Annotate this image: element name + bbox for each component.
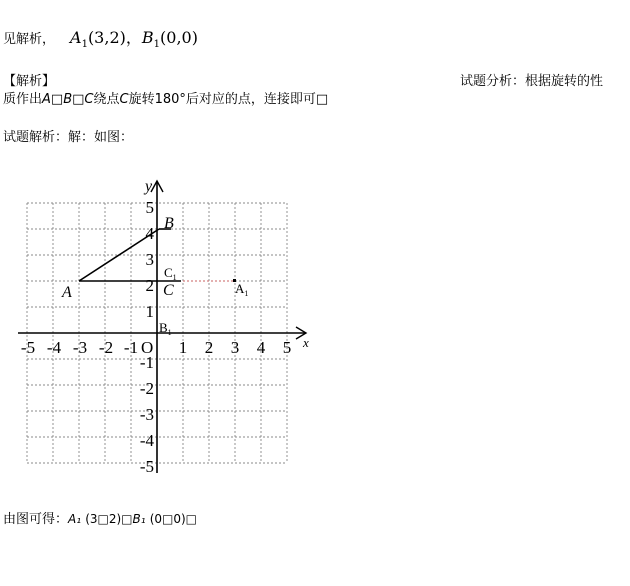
point-b1-sub: 1 [167,328,172,337]
analysis-prefix: 质作出 [3,92,43,107]
point-c1-label [164,265,177,282]
y-tick-label: 4 [145,224,154,243]
y-tick-label: 2 [145,276,154,295]
y-axis-label: y [145,178,153,195]
analysis-point-c: C [119,92,129,107]
x-tick-label: -1 [123,338,139,357]
x-tick-label: 5 [282,338,292,357]
x-tick-label: 1 [178,338,188,357]
x-axis-label: x [303,335,309,350]
y-tick-label: -5 [139,457,154,476]
point-c-label: C [163,282,174,299]
x-tick-labels [21,338,291,357]
origin-label: O [141,338,154,357]
answer-a1-coords: (3,2) [87,28,126,47]
y-tick-label: 1 [145,302,154,321]
y-tick-label: 5 [145,198,154,217]
analysis-detail: 试题解析：解：如图： [3,130,134,145]
y-tick-label: -1 [139,353,154,372]
point-c1-name: C [164,265,173,280]
analysis-heading: 【解析】 [3,74,56,89]
y-tick-label: -4 [139,431,154,450]
x-tick-label: -3 [72,338,88,357]
answer-b1-sub: 1 [153,39,161,51]
analysis-points: A□B□C [42,92,94,107]
point-b-label: B [164,215,174,232]
conclusion-a1: A₁ [68,512,82,526]
x-tick-label: -5 [20,338,36,357]
x-tick-label: 2 [204,338,214,357]
answer-a1-sub: 1 [81,39,88,51]
analysis-summary: 试题分析：根据旋转的性 [460,74,604,89]
coordinate-graph [0,170,330,480]
point-a1-sub: 1 [244,289,249,298]
answer-label: 见解析， [3,32,56,47]
point-a1-name: A [235,281,245,296]
answer-separator: ， [125,28,142,47]
answer-a1-name: A [70,28,82,47]
point-b1-name: B [159,320,168,335]
conclusion-a1-coords: (3□2)□ [85,512,133,526]
x-tick-label: 4 [256,338,266,357]
analysis-line2 [3,88,328,107]
answer-coordinates [70,25,198,50]
conclusion-line [3,508,197,527]
point-c1-sub: 1 [172,273,177,282]
conclusion-prefix: 由图可得： [3,512,69,527]
point-b1-label [159,320,172,337]
analysis-mid: 绕点 [93,92,120,107]
answer-b1-name: B [141,28,154,47]
y-tick-label: -2 [139,379,154,398]
point-a-label: A [62,284,72,301]
y-tick-label: 3 [145,250,154,269]
analysis-action: 旋转180°后对应的点，连接即可□ [128,92,329,107]
y-tick-label: -3 [139,405,154,424]
conclusion-b1-coords: (0□0)□ [149,512,197,526]
answer-b1-coords: (0,0) [160,28,198,47]
x-tick-label: 3 [230,338,240,357]
x-tick-label: -2 [98,338,114,357]
x-tick-label: -4 [46,338,62,357]
conclusion-b1: B₁ [132,512,146,526]
point-a1-label [235,281,248,298]
